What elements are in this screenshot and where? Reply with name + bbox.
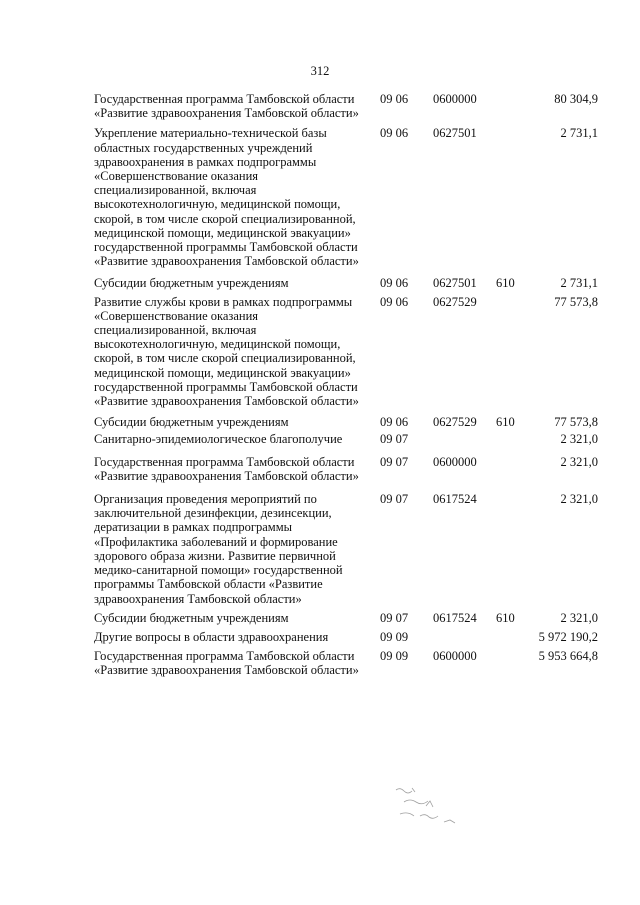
table-row [0,649,640,677]
row-description: Государственная программа Тамбовской области «Развитие здравоохранения Тамбовской области» [94,454,359,483]
row-amount: 5 953 664,8 [538,649,598,664]
row-target-code: 0617524 [433,610,477,625]
row-description: Государственная программа Тамбовской области «Развитие здравоохранения Тамбовской области» [94,92,359,121]
row-target-code: 0600000 [433,454,477,469]
row-description: Организация проведения мероприятий по заключительной дезинфекции, дезинсекции, дератизации в рамках подпрограммы «Профилактика заболеваний и формирование здорового образа жизни. Развитие первичной медико-санитарной помощи» государственной программы Тамбовской области «Развитие здравоохранения Тамбовской области» [94,492,343,606]
table-row [0,295,640,409]
row-section-code: 09 09 [380,629,409,644]
row-target-code: 0627501 [433,126,477,141]
row-amount: 5 972 190,2 [538,629,598,644]
row-section-code: 09 07 [380,454,409,469]
row-amount: 2 321,0 [560,432,598,447]
row-description: Субсидии бюджетным учреждениям [94,276,289,291]
row-amount: 77 573,8 [554,415,598,430]
row-target-code: 0617524 [433,492,477,507]
row-description: Укрепление материально-технической базы областных государственных учреждений здравоохранения в рамках подпрограммы «Совершенствование оказания специализированной, включая высокотехнологичную, медицинской помощи, скорой, в том числе скорой специализированной, медицинской помощи, медицинской эвакуации» государственной программы Тамбовской области «Развитие здравоохранения Тамбовской области» [94,126,359,269]
table-row [0,455,640,483]
row-description: Субсидии бюджетным учреждениям [94,415,289,430]
row-amount: 2 321,0 [560,610,598,625]
row-amount: 2 731,1 [560,126,598,141]
row-amount: 2 321,0 [560,454,598,469]
row-expense-type: 610 [496,415,515,430]
row-section-code: 09 06 [380,126,409,141]
row-expense-type: 610 [496,276,515,291]
row-amount: 2 321,0 [560,492,598,507]
row-description: Развитие службы крови в рамках подпрограммы «Совершенствование оказания специализированной, включая высокотехнологичную, медицинской помощи, скорой, в том числе скорой специализированной, медицинской помощи, медицинской эвакуации» государственной программы Тамбовской области «Развитие здравоохранения Тамбовской области» [94,294,359,409]
row-target-code: 0600000 [433,92,477,106]
row-amount: 77 573,8 [554,294,598,309]
row-description: Субсидии бюджетным учреждениям [94,610,289,625]
row-description: Государственная программа Тамбовской области «Развитие здравоохранения Тамбовской области» [94,649,359,678]
table-row [0,126,640,268]
page-number: 312 [310,64,330,78]
row-section-code: 09 06 [380,294,409,309]
table-row [0,276,640,290]
row-section-code: 09 06 [380,276,409,291]
table-row [0,630,640,644]
table-row [0,92,640,120]
row-target-code: 0627529 [433,415,477,430]
row-section-code: 09 07 [380,492,409,507]
row-description: Другие вопросы в области здравоохранения [94,629,329,644]
row-section-code: 09 07 [380,432,409,447]
row-section-code: 09 06 [380,415,409,430]
budget-table [0,92,640,682]
row-section-code: 09 09 [380,649,409,664]
row-section-code: 09 07 [380,610,409,625]
row-expense-type: 610 [496,610,515,625]
row-section-code: 09 06 [380,92,409,106]
table-row [0,492,640,606]
row-target-code: 0627501 [433,276,477,291]
handwritten-marks [390,782,480,827]
row-amount: 2 731,1 [560,276,598,291]
row-description: Санитарно-эпидемиологическое благополучие [94,432,343,447]
table-row [0,432,640,446]
table-row [0,415,640,429]
row-target-code: 0600000 [433,649,477,664]
row-amount: 80 304,9 [554,92,598,106]
table-row [0,611,640,625]
row-target-code: 0627529 [433,294,477,309]
